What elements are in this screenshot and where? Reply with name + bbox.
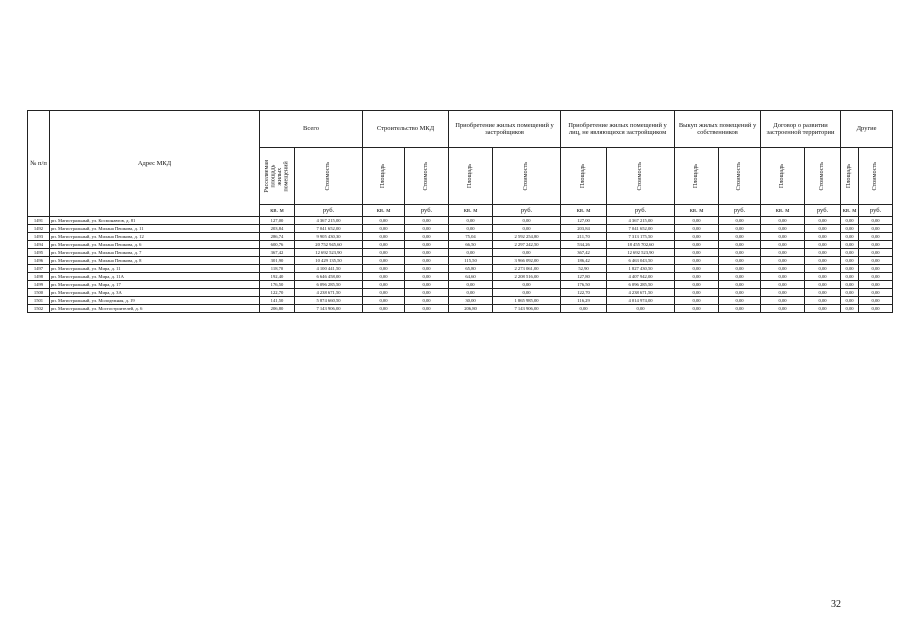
cell-value: 4 238 671,50 — [607, 289, 675, 297]
row-number: 1502 — [28, 305, 50, 313]
cell-value: 0,00 — [405, 241, 449, 249]
cell-value: 4 014 974,00 — [607, 297, 675, 305]
cell-value: 116,29 — [561, 297, 607, 305]
table-row — [28, 241, 893, 249]
row-number: 1495 — [28, 249, 50, 257]
cell-value: 0,00 — [363, 225, 405, 233]
cell-value: 0,00 — [363, 281, 405, 289]
cell-value: 5 874 660,50 — [295, 297, 363, 305]
cell-value: 0,00 — [493, 289, 561, 297]
cell-value: 64,60 — [449, 273, 493, 281]
cell-value: 12 692 523,90 — [607, 249, 675, 257]
cell-value: 367,42 — [561, 249, 607, 257]
cell-value: 0,00 — [841, 249, 859, 257]
cell-value: 66,50 — [449, 241, 493, 249]
cell-value: 206,80 — [260, 305, 295, 313]
unit-header: кв. м — [363, 205, 405, 217]
cell-value: 65,80 — [449, 265, 493, 273]
row-address: рп. Магистральный, ул. Милана Пешкова, д. 7 — [50, 249, 260, 257]
cell-value: 600,76 — [260, 241, 295, 249]
cell-value: 20 752 945,60 — [295, 241, 363, 249]
cell-value: 0,00 — [761, 257, 805, 265]
cell-value: 6 646 458,00 — [295, 273, 363, 281]
row-number: 1493 — [28, 233, 50, 241]
cell-value: 0,00 — [363, 265, 405, 273]
cell-value: 0,00 — [761, 241, 805, 249]
cell-value: 0,00 — [675, 281, 719, 289]
unit-header: кв. м — [561, 205, 607, 217]
table-row — [28, 233, 893, 241]
cell-value: 301,90 — [260, 257, 295, 265]
row-number: 1496 — [28, 257, 50, 265]
cell-value: 52,90 — [561, 265, 607, 273]
cell-value: 0,00 — [841, 217, 859, 225]
cell-value: 0,00 — [675, 289, 719, 297]
cell-value: 122,70 — [561, 289, 607, 297]
cell-value: 6 463 043,50 — [607, 257, 675, 265]
cell-value: 75,04 — [449, 233, 493, 241]
column-header: Стоимость — [295, 148, 363, 205]
cell-value: 0,00 — [493, 225, 561, 233]
cell-value: 0,00 — [607, 305, 675, 313]
cell-value: 0,00 — [761, 265, 805, 273]
cell-value: 0,00 — [841, 241, 859, 249]
cell-value: 2 592 254,80 — [493, 233, 561, 241]
cell-value: 127,80 — [561, 273, 607, 281]
cell-value: 0,00 — [859, 233, 893, 241]
row-address: рп. Магистральный, ул. Мостостроителей, д. 6 — [50, 305, 260, 313]
cell-value: 0,00 — [761, 289, 805, 297]
cell-value: 0,00 — [675, 297, 719, 305]
cell-value: 0,00 — [805, 289, 841, 297]
cell-value: 1 827 430,50 — [607, 265, 675, 273]
table-row — [28, 249, 893, 257]
unit-header: руб. — [405, 205, 449, 217]
row-address: рп. Магистральный, ул. Милана Пешкова, д. 11 — [50, 225, 260, 233]
column-header: Стоимость — [859, 148, 893, 205]
column-header: Площадь — [561, 148, 607, 205]
column-header: Площадь — [363, 148, 405, 205]
cell-value: 0,00 — [805, 241, 841, 249]
cell-value: 0,00 — [859, 297, 893, 305]
cell-value: 2 297 242,50 — [493, 241, 561, 249]
cell-value: 0,00 — [405, 257, 449, 265]
page-number: 32 — [831, 599, 841, 610]
cell-value: 0,00 — [363, 217, 405, 225]
cell-value: 0,00 — [761, 273, 805, 281]
column-header: Площадь — [675, 148, 719, 205]
row-number: 1500 — [28, 289, 50, 297]
cell-value: 203,84 — [260, 225, 295, 233]
cell-value: 0,00 — [675, 233, 719, 241]
cell-value: 0,00 — [841, 297, 859, 305]
row-address: рп. Магистральный, ул. Молодежная, д. 19 — [50, 297, 260, 305]
group-header-developers: Приобретение жилых помещений у застройщиков — [449, 111, 561, 148]
cell-value: 7 143 906,00 — [295, 305, 363, 313]
cell-value: 0,00 — [859, 265, 893, 273]
cell-value: 0,00 — [363, 305, 405, 313]
cell-value: 0,00 — [449, 225, 493, 233]
cell-value: 0,00 — [805, 257, 841, 265]
cell-value: 211,70 — [561, 233, 607, 241]
row-number: 1501 — [28, 297, 50, 305]
cell-value: 0,00 — [719, 257, 761, 265]
cell-value: 0,00 — [719, 233, 761, 241]
cell-value: 0,00 — [719, 273, 761, 281]
cell-value: 0,00 — [841, 233, 859, 241]
group-header-non-developers: Приобретение жилых помещений у лиц, не являющихся застройщиком — [561, 111, 675, 148]
table-row — [28, 225, 893, 233]
cell-value: 0,00 — [449, 281, 493, 289]
cell-value: 0,00 — [493, 281, 561, 289]
cell-value: 0,00 — [675, 257, 719, 265]
cell-value: 0,00 — [675, 305, 719, 313]
cell-value: 12 692 523,90 — [295, 249, 363, 257]
cell-value: 141,50 — [260, 297, 295, 305]
cell-value: 4 100 441,50 — [295, 265, 363, 273]
cell-value: 0,00 — [561, 305, 607, 313]
cell-value: 0,00 — [363, 233, 405, 241]
row-address: рп. Магистральный, ул. Мира, д. 3А — [50, 289, 260, 297]
cell-value: 4 367 215,00 — [607, 217, 675, 225]
column-header: Площадь — [761, 148, 805, 205]
cell-value: 0,00 — [805, 273, 841, 281]
cell-value: 0,00 — [675, 241, 719, 249]
unit-header: кв. м — [761, 205, 805, 217]
cell-value: 0,00 — [405, 225, 449, 233]
table-row — [28, 289, 893, 297]
column-header: Стоимость — [405, 148, 449, 205]
cell-value: 0,00 — [841, 265, 859, 273]
cell-value: 0,00 — [859, 281, 893, 289]
row-number: 1492 — [28, 225, 50, 233]
cell-value: 0,00 — [719, 265, 761, 273]
column-header: Стоимость — [719, 148, 761, 205]
table-row — [28, 273, 893, 281]
cell-value: 0,00 — [719, 305, 761, 313]
cell-value: 10 429 135,50 — [295, 257, 363, 265]
column-header: Площадь — [841, 148, 859, 205]
unit-header: руб. — [607, 205, 675, 217]
row-number: 1494 — [28, 241, 50, 249]
row-address: рп. Магистральный, ул. Милана Пешкова, д. 8 — [50, 257, 260, 265]
cell-value: 0,00 — [363, 241, 405, 249]
cell-value: 0,00 — [719, 249, 761, 257]
cell-value: 0,00 — [363, 289, 405, 297]
cell-value: 0,00 — [805, 281, 841, 289]
cell-value: 0,00 — [363, 249, 405, 257]
cell-value: 30,00 — [449, 297, 493, 305]
column-header: Стоимость — [493, 148, 561, 205]
cell-value: 176,50 — [260, 281, 295, 289]
cell-value: 0,00 — [859, 273, 893, 281]
cell-value: 0,00 — [449, 249, 493, 257]
cell-value: 0,00 — [675, 225, 719, 233]
cell-value: 122,70 — [260, 289, 295, 297]
column-header: Расселяемая площадь жилых помещений — [260, 148, 295, 205]
cell-value: 0,00 — [719, 241, 761, 249]
cell-value: 286,74 — [260, 233, 295, 241]
table-row — [28, 257, 893, 265]
cell-value: 0,00 — [761, 297, 805, 305]
cell-value: 176,50 — [561, 281, 607, 289]
group-header-territory: Договор о развитии застроенной территории — [761, 111, 841, 148]
cell-value: 6 096 285,50 — [607, 281, 675, 289]
cell-value: 0,00 — [805, 249, 841, 257]
row-address: рп. Магистральный, ул. Милана Пешкова, д. 6 — [50, 241, 260, 249]
group-header-other: Другие — [841, 111, 893, 148]
cell-value: 534,26 — [561, 241, 607, 249]
cell-value: 127,00 — [260, 217, 295, 225]
cell-value: 0,00 — [719, 297, 761, 305]
num-header: № п/п — [28, 111, 50, 217]
cell-value: 0,00 — [449, 289, 493, 297]
address-header: Адрес МКД — [50, 111, 260, 217]
cell-value: 0,00 — [859, 249, 893, 257]
table-row — [28, 265, 893, 273]
row-number: 1498 — [28, 273, 50, 281]
unit-header: кв. м — [449, 205, 493, 217]
unit-header: руб. — [295, 205, 363, 217]
cell-value: 0,00 — [841, 273, 859, 281]
cell-value: 0,00 — [805, 297, 841, 305]
cell-value: 2 208 516,00 — [493, 273, 561, 281]
cell-value: 0,00 — [859, 289, 893, 297]
cell-value: 0,00 — [761, 305, 805, 313]
cell-value: 0,00 — [841, 305, 859, 313]
cell-value: 0,00 — [405, 217, 449, 225]
row-address: рп. Магистральный, ул. Мира, д. 17 — [50, 281, 260, 289]
unit-header: кв. м — [675, 205, 719, 217]
column-header: Стоимость — [805, 148, 841, 205]
cell-value: 0,00 — [841, 225, 859, 233]
cell-value: 0,00 — [719, 225, 761, 233]
cell-value: 6 096 285,50 — [295, 281, 363, 289]
cell-value: 0,00 — [859, 305, 893, 313]
cell-value: 203,84 — [561, 225, 607, 233]
cell-value: 0,00 — [859, 257, 893, 265]
cell-value: 0,00 — [363, 273, 405, 281]
cell-value: 9 905 430,30 — [295, 233, 363, 241]
cell-value: 0,00 — [761, 217, 805, 225]
row-number: 1491 — [28, 217, 50, 225]
cell-value: 0,00 — [719, 289, 761, 297]
cell-value: 4 407 942,00 — [607, 273, 675, 281]
cell-value: 0,00 — [675, 249, 719, 257]
cell-value: 0,00 — [405, 273, 449, 281]
group-header-construction: Строительство МКД — [363, 111, 449, 148]
cell-value: 0,00 — [761, 281, 805, 289]
cell-value: 206,80 — [449, 305, 493, 313]
cell-value: 7 041 652,00 — [607, 225, 675, 233]
group-header-buyout: Выкуп жилых помещений у собственников — [675, 111, 761, 148]
row-address: рп. Магистральный, ул. Мира, д. 11 — [50, 265, 260, 273]
row-number: 1499 — [28, 281, 50, 289]
cell-value: 0,00 — [675, 265, 719, 273]
cell-value: 2 273 061,00 — [493, 265, 561, 273]
cell-value: 115,50 — [449, 257, 493, 265]
row-number: 1497 — [28, 265, 50, 273]
cell-value: 0,00 — [841, 257, 859, 265]
cell-value: 7 041 652,00 — [295, 225, 363, 233]
unit-header: кв. м — [841, 205, 859, 217]
cell-value: 7 313 175,50 — [607, 233, 675, 241]
cell-value: 0,00 — [859, 241, 893, 249]
cell-value: 0,00 — [405, 289, 449, 297]
table-row — [28, 281, 893, 289]
cell-value: 4 238 671,50 — [295, 289, 363, 297]
cell-value: 0,00 — [805, 233, 841, 241]
cell-value: 0,00 — [859, 225, 893, 233]
cell-value: 0,00 — [675, 273, 719, 281]
cell-value: 0,00 — [761, 233, 805, 241]
cell-value: 118,70 — [260, 265, 295, 273]
column-header: Площадь — [449, 148, 493, 205]
cell-value: 0,00 — [761, 249, 805, 257]
cell-value: 127,00 — [561, 217, 607, 225]
cell-value: 0,00 — [805, 217, 841, 225]
cell-value: 0,00 — [363, 297, 405, 305]
cell-value: 18 455 702,60 — [607, 241, 675, 249]
row-address: рп. Магистральный, ул. Космонавтов, д. 81 — [50, 217, 260, 225]
cell-value: 0,00 — [805, 265, 841, 273]
row-address: рп. Магистральный, ул. Мира, д. 11А — [50, 273, 260, 281]
unit-header: руб. — [493, 205, 561, 217]
cell-value: 3 966 092,00 — [493, 257, 561, 265]
column-header: Стоимость — [607, 148, 675, 205]
cell-value: 0,00 — [405, 265, 449, 273]
cell-value: 1 865 985,00 — [493, 297, 561, 305]
cell-value: 0,00 — [859, 217, 893, 225]
cell-value: 192,40 — [260, 273, 295, 281]
cell-value: 0,00 — [449, 217, 493, 225]
cell-value: 0,00 — [405, 305, 449, 313]
cell-value: 0,00 — [493, 249, 561, 257]
unit-header: руб. — [805, 205, 841, 217]
housing-table — [27, 110, 893, 313]
table-row — [28, 217, 893, 225]
cell-value: 0,00 — [405, 281, 449, 289]
cell-value: 0,00 — [761, 225, 805, 233]
unit-header: кв. м — [260, 205, 295, 217]
cell-value: 0,00 — [841, 281, 859, 289]
cell-value: 0,00 — [719, 281, 761, 289]
cell-value: 0,00 — [493, 217, 561, 225]
cell-value: 0,00 — [805, 305, 841, 313]
cell-value: 0,00 — [719, 217, 761, 225]
cell-value: 0,00 — [405, 249, 449, 257]
table-row — [28, 297, 893, 305]
cell-value: 186,42 — [561, 257, 607, 265]
cell-value: 7 143 906,00 — [493, 305, 561, 313]
cell-value: 0,00 — [405, 233, 449, 241]
row-address: рп. Магистральный, ул. Милана Пешкова, д. 12 — [50, 233, 260, 241]
cell-value: 0,00 — [841, 289, 859, 297]
cell-value: 4 367 215,00 — [295, 217, 363, 225]
unit-header: руб. — [719, 205, 761, 217]
cell-value: 0,00 — [405, 297, 449, 305]
cell-value: 367,42 — [260, 249, 295, 257]
cell-value: 0,00 — [363, 257, 405, 265]
cell-value: 0,00 — [805, 225, 841, 233]
table-row — [28, 305, 893, 313]
unit-header: руб. — [859, 205, 893, 217]
group-header-total: Всего — [260, 111, 363, 148]
cell-value: 0,00 — [675, 217, 719, 225]
